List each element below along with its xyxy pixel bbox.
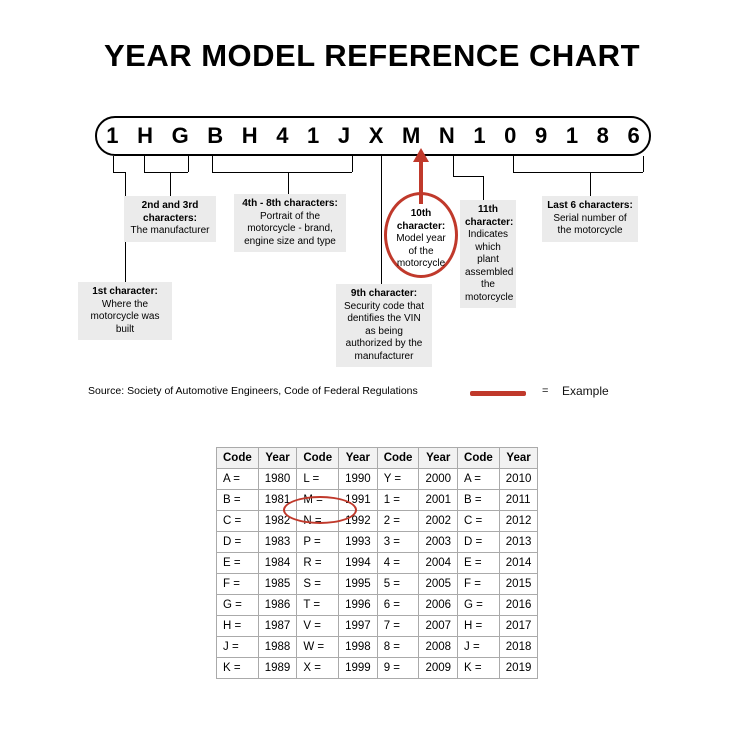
table-cell: 1994 (339, 553, 378, 574)
table-cell: 1985 (258, 574, 297, 595)
table-row (217, 616, 538, 637)
table-cell: Y = (377, 469, 419, 490)
table-cell: 2000 (419, 469, 458, 490)
table-cell: 2010 (499, 469, 538, 490)
table-row (217, 490, 538, 511)
table-cell: S = (297, 574, 339, 595)
table-cell: 2011 (499, 490, 538, 511)
table-cell: A = (458, 469, 500, 490)
callout-title: 11th character: (465, 204, 514, 228)
table-cell: T = (297, 595, 339, 616)
table-cell: E = (217, 553, 259, 574)
callout-first-character (78, 282, 172, 340)
table-cell: 1997 (339, 616, 378, 637)
table-cell: 2013 (499, 532, 538, 553)
vin-char: 6 (627, 123, 640, 148)
table-row (217, 574, 538, 595)
table-cell: 1984 (258, 553, 297, 574)
table-cell: B = (458, 490, 500, 511)
table-cell: 2019 (499, 658, 538, 679)
table-cell: 1980 (258, 469, 297, 490)
callout-title: 1st character: (92, 286, 158, 297)
table-cell: 2007 (419, 616, 458, 637)
table-cell: 7 = (377, 616, 419, 637)
table-cell: 1989 (258, 658, 297, 679)
table-cell: 1988 (258, 637, 297, 658)
leader-line (113, 156, 114, 172)
table-cell: J = (458, 637, 500, 658)
callout-body: The manufacturer (130, 225, 210, 236)
table-cell: 1990 (339, 469, 378, 490)
leader-line (212, 172, 352, 173)
table-cell: N = (297, 511, 339, 532)
callout-body: Serial number of the motorcycle (553, 212, 627, 236)
callout-title: 10th character: (396, 208, 446, 232)
table-cell: 1982 (258, 511, 297, 532)
table-cell: R = (297, 553, 339, 574)
table-cell: 5 = (377, 574, 419, 595)
callout-eleventh-character (460, 200, 516, 308)
table-cell: C = (217, 511, 259, 532)
leader-line (288, 172, 289, 194)
leader-line (483, 176, 484, 200)
table-cell: 2006 (419, 595, 458, 616)
vin-char: G (171, 123, 189, 148)
table-cell: 1992 (339, 511, 378, 532)
table-cell: D = (217, 532, 259, 553)
callout-last-six-characters (542, 196, 638, 242)
vin-char-highlighted: M (401, 123, 421, 148)
leader-line (144, 172, 188, 173)
table-cell: 1983 (258, 532, 297, 553)
leader-line (212, 156, 213, 172)
table-cell: C = (458, 511, 500, 532)
callout-ninth-character (336, 284, 432, 367)
table-header-cell: Year (419, 448, 458, 469)
legend-example-swatch (470, 391, 526, 396)
table-cell: 2016 (499, 595, 538, 616)
leader-line (513, 156, 514, 172)
table-cell: 1999 (339, 658, 378, 679)
leader-line (113, 172, 125, 173)
table-cell: F = (458, 574, 500, 595)
leader-line (381, 156, 382, 284)
vin-char: H (241, 123, 258, 148)
leader-line (144, 156, 145, 172)
vin-char: X (368, 123, 384, 148)
vin-char: J (337, 123, 351, 148)
callout-body: Security code that dentifies the VIN as being authorized by the manufacturer (343, 300, 425, 362)
table-header-cell: Year (258, 448, 297, 469)
red-arrow-shaft-icon (419, 160, 423, 204)
table-row (217, 469, 538, 490)
table-cell: 1987 (258, 616, 297, 637)
source-note: Source: Society of Automotive Engineers, Code of Federal Regulations (88, 385, 418, 397)
table-cell: 2018 (499, 637, 538, 658)
table-header-cell: Code (297, 448, 339, 469)
table-cell: 2009 (419, 658, 458, 679)
table-row (217, 595, 538, 616)
table-header-cell: Year (339, 448, 378, 469)
table-cell: 2003 (419, 532, 458, 553)
legend-example-label: Example (562, 384, 609, 398)
table-row (217, 658, 538, 679)
callout-body: Where the motorcycle was built (90, 298, 160, 335)
table-header-cell: Code (458, 448, 500, 469)
table-cell: 6 = (377, 595, 419, 616)
table-cell: B = (217, 490, 259, 511)
table-cell: 1995 (339, 574, 378, 595)
callout-tenth-character (390, 204, 452, 275)
legend-equals-sign: = (542, 385, 549, 397)
table-cell: H = (217, 616, 259, 637)
callout-body: Portrait of the motorcycle - brand, engine size and type (244, 210, 336, 247)
table-cell: G = (217, 595, 259, 616)
leader-line (453, 156, 454, 176)
year-code-table (216, 447, 538, 679)
table-header-cell: Code (217, 448, 259, 469)
leader-line (453, 176, 483, 177)
vin-char: B (207, 123, 224, 148)
leader-line (352, 156, 353, 172)
table-cell: F = (217, 574, 259, 595)
table-cell: 1993 (339, 532, 378, 553)
table-row (217, 637, 538, 658)
vin-char: H (137, 123, 153, 148)
page-title: YEAR MODEL REFERENCE CHART (103, 38, 641, 73)
table-cell: D = (458, 532, 500, 553)
callout-title: 4th - 8th characters: (242, 198, 338, 209)
callout-title: Last 6 characters: (547, 200, 633, 211)
table-cell: 2001 (419, 490, 458, 511)
vin-char: N (438, 123, 455, 148)
table-cell: 9 = (377, 658, 419, 679)
table-header-cell: Code (377, 448, 419, 469)
table-cell: 1 = (377, 490, 419, 511)
callout-title: 9th character: (350, 288, 418, 299)
leader-line (643, 156, 644, 172)
table-row (217, 511, 538, 532)
table-header-row (217, 448, 538, 469)
leader-line (590, 172, 591, 196)
table-cell: 2008 (419, 637, 458, 658)
table-cell: P = (297, 532, 339, 553)
vin-char: 1 (106, 123, 119, 148)
table-cell: 2002 (419, 511, 458, 532)
table-cell: 2004 (419, 553, 458, 574)
vin-char: 1 (307, 123, 320, 148)
vin-char: 1 (473, 123, 486, 148)
table-cell: 1998 (339, 637, 378, 658)
table-cell: 2017 (499, 616, 538, 637)
table-cell-highlighted: 1991 (339, 490, 378, 511)
table-cell: 4 = (377, 553, 419, 574)
table-cell: 2015 (499, 574, 538, 595)
table-cell: H = (458, 616, 500, 637)
leader-line (513, 172, 643, 173)
table-cell: A = (217, 469, 259, 490)
table-cell: J = (217, 637, 259, 658)
leader-line (170, 172, 171, 196)
table-cell: 2005 (419, 574, 458, 595)
vin-char: 9 (535, 123, 548, 148)
vin-number-bar (95, 116, 651, 156)
vin-char: 1 (565, 123, 579, 148)
table-cell: 3 = (377, 532, 419, 553)
table-cell: 2 = (377, 511, 419, 532)
table-cell: 1996 (339, 595, 378, 616)
callout-title: 2nd and 3rd characters: (141, 200, 199, 224)
table-cell: W = (297, 637, 339, 658)
table-row (217, 553, 538, 574)
table-row (217, 532, 538, 553)
table-cell: 1981 (258, 490, 297, 511)
table-cell: G = (458, 595, 500, 616)
table-cell: L = (297, 469, 339, 490)
leader-line (188, 156, 189, 172)
table-cell: 2012 (499, 511, 538, 532)
table-cell: E = (458, 553, 500, 574)
table-cell: 8 = (377, 637, 419, 658)
callout-second-third-characters (124, 196, 216, 242)
callout-body: Indicates which plant assembled the motorcycle (465, 229, 514, 303)
table-cell: 2014 (499, 553, 538, 574)
table-cell: K = (217, 658, 259, 679)
table-cell: X = (297, 658, 339, 679)
vin-char: 8 (596, 123, 609, 148)
table-cell: V = (297, 616, 339, 637)
table-cell: K = (458, 658, 500, 679)
table-header-cell: Year (499, 448, 538, 469)
callout-fourth-eighth-characters (234, 194, 346, 252)
vin-char: 4 (276, 123, 289, 148)
table-cell-highlighted: M = (297, 490, 339, 511)
table-cell: 1986 (258, 595, 297, 616)
vin-char: 0 (504, 123, 517, 148)
callout-body: Model year of the motorcycle (396, 233, 446, 269)
